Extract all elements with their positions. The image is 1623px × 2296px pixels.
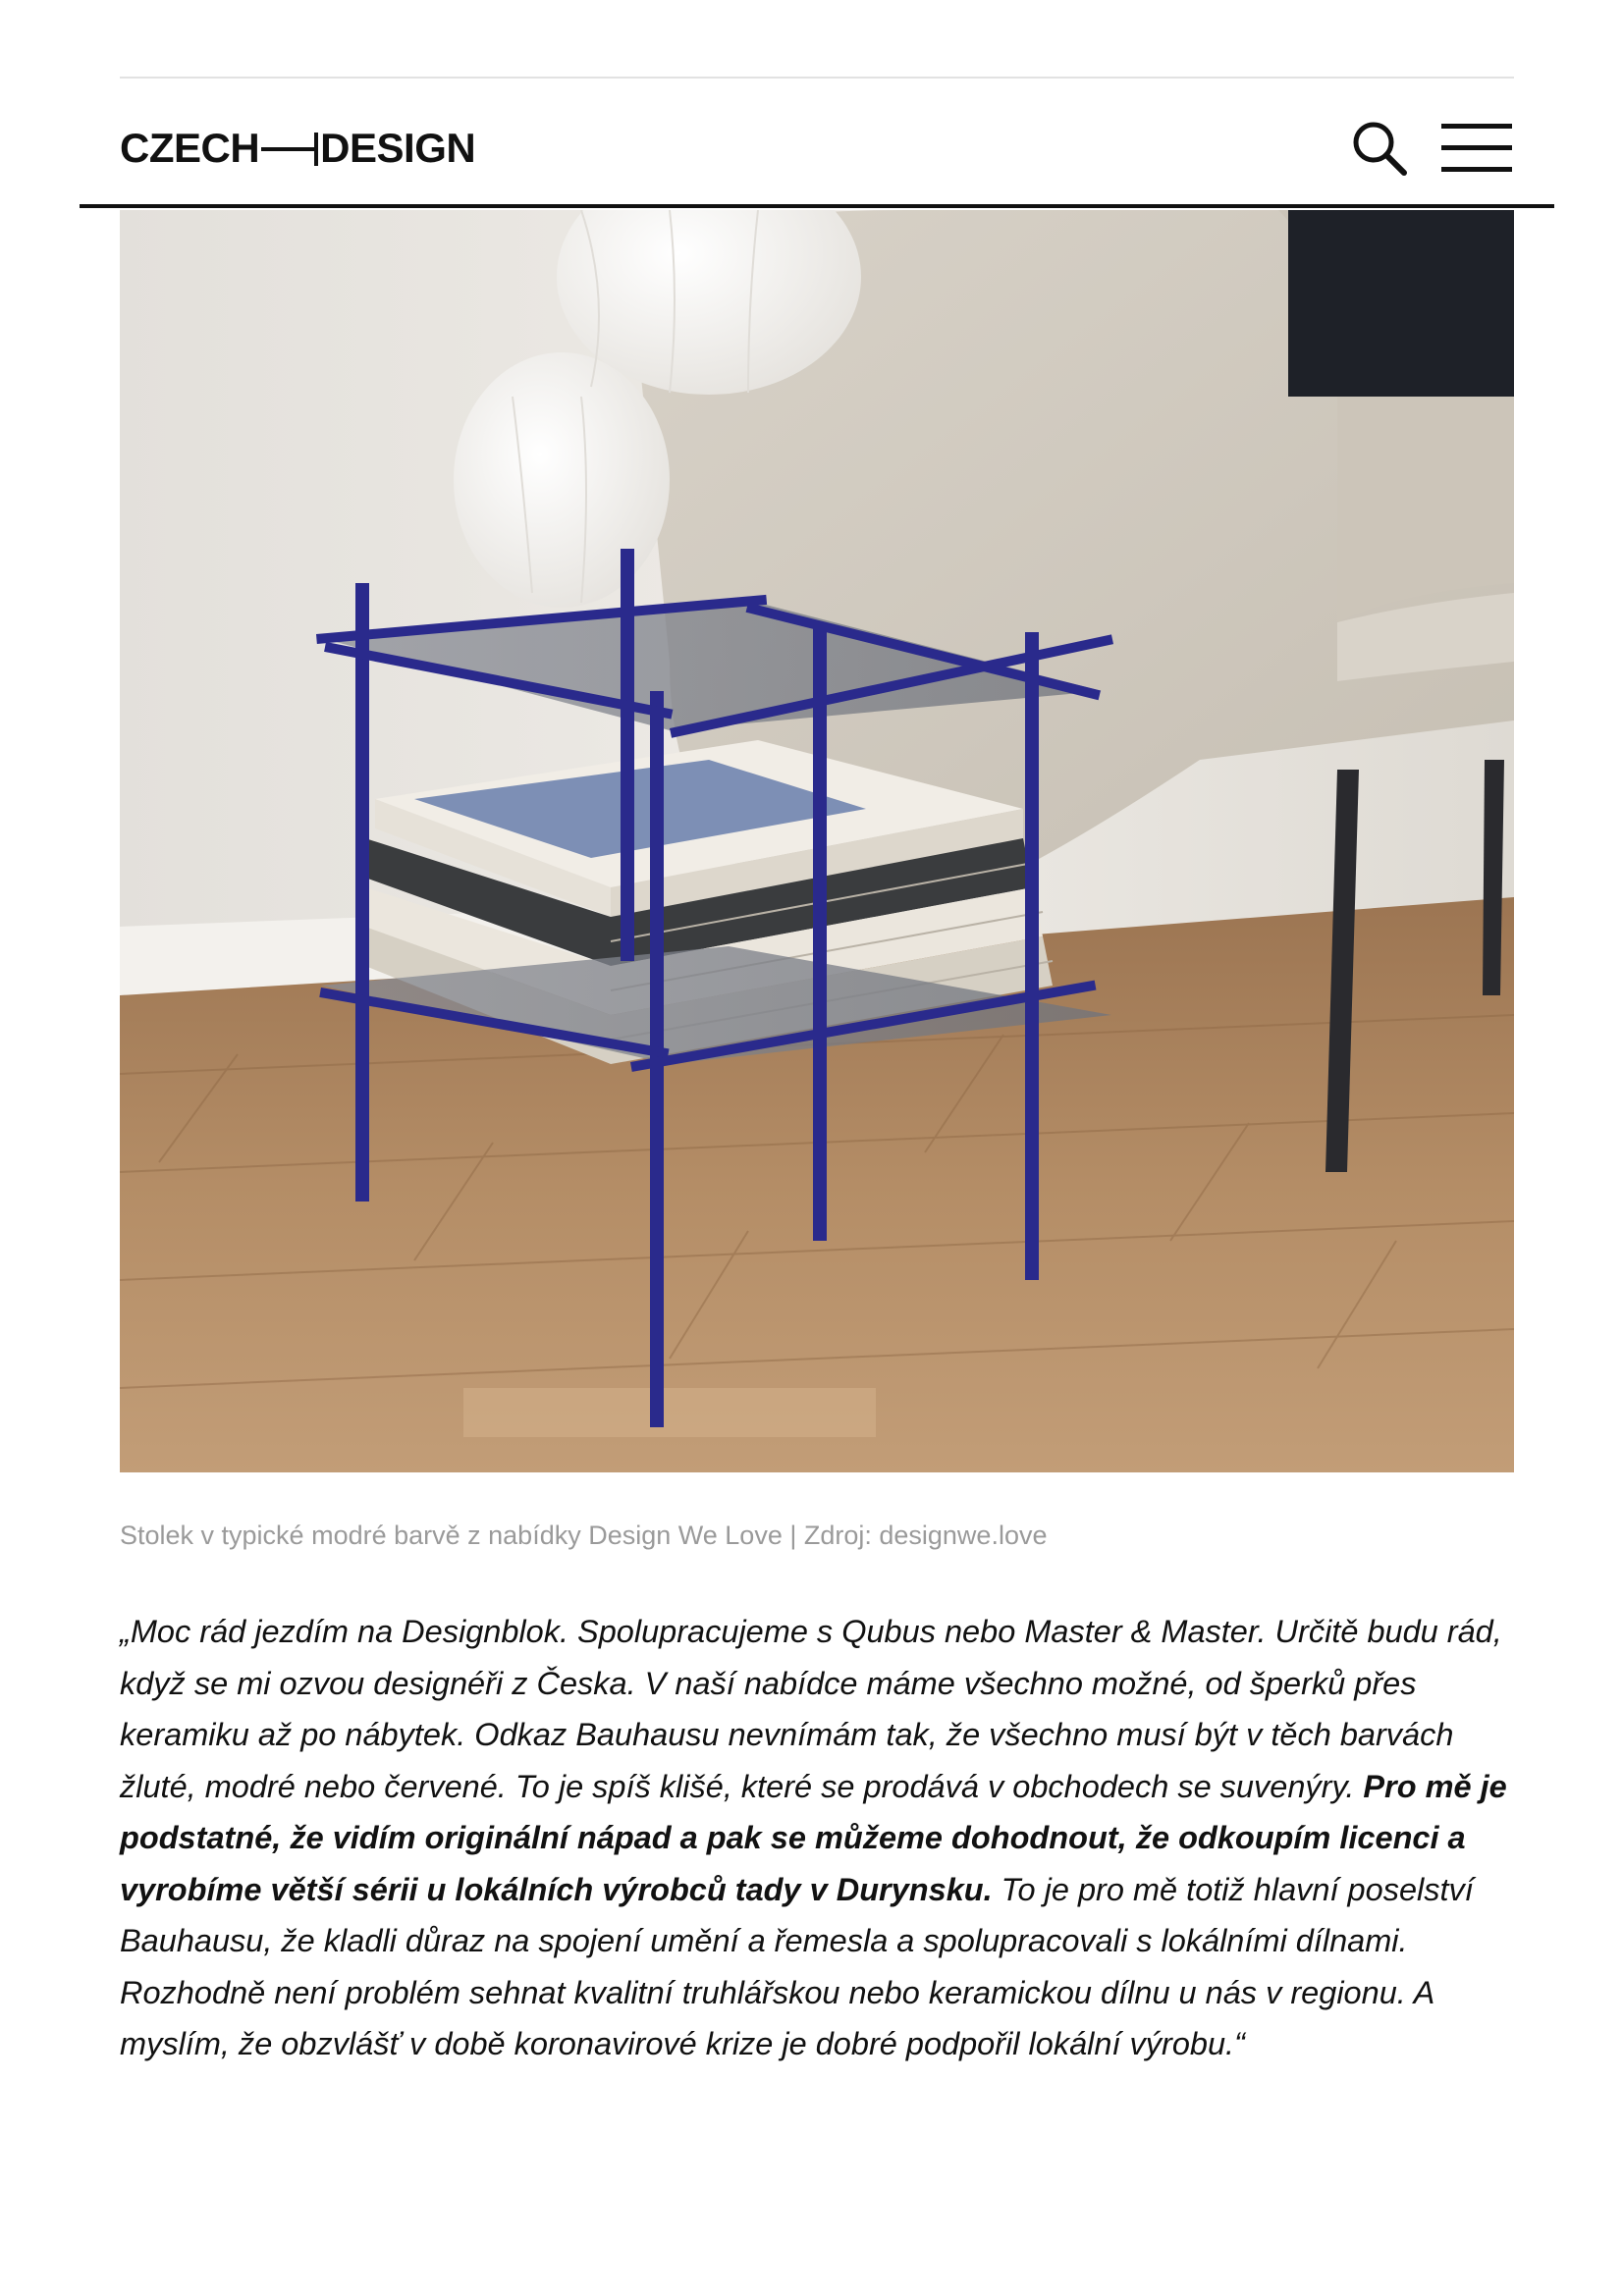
logo-connector bbox=[261, 147, 318, 151]
hamburger-menu-icon bbox=[1439, 122, 1514, 175]
logo-text-right: DESIGN bbox=[320, 125, 476, 171]
search-icon bbox=[1349, 118, 1410, 179]
quote-text-part-2: To je pro mě totiž hlavní poselství Bauhausu, že kladli důraz na spojení umění a řemesla a spolupracovali s lokálními dílnami. Rozhodně není problém sehnat kvalitní truhlářskou nebo keramickou dílnu u nás v regionu. A myslím, že obzvlášť v době koronavirové krize je dobré podpořil lokální výrobu.“ bbox=[120, 1871, 1474, 2061]
search-button[interactable] bbox=[1349, 118, 1410, 179]
image-caption: Stolek v typické modré barvě z nabídky Design We Love | Zdroj: designwe.love bbox=[120, 1521, 1048, 1550]
hero-image bbox=[120, 210, 1514, 1472]
article-quote bbox=[120, 1606, 1524, 2070]
site-header bbox=[80, 80, 1554, 208]
logo-text-left: CZECH bbox=[120, 125, 260, 171]
top-divider bbox=[120, 77, 1514, 79]
quote-emphasis: Pro mě je podstatné, že vidím originální nápad a pak se můžeme dohodnout, že odkoupím licenci a vyrobíme větší sérii u lokálních výrobců tady v Durynsku. bbox=[120, 1768, 1507, 1907]
product-photo bbox=[120, 210, 1514, 1472]
site-logo[interactable] bbox=[120, 125, 476, 171]
quote-text-part-1: „Moc rád jezdím na Designblok. Spolupracujeme s Qubus nebo Master & Master. Určitě budu rád, když se mi ozvou designéři z Česka. V naší nabídce máme všechno možné, od šperků přes keramiku až po nábytek. Odkaz Bauhausu nevnímám tak, že všechno musí být v těch barvách žluté, modré nebo červené. To je spíš klišé, které se prodává v obchodech se suvenýry. bbox=[120, 1614, 1502, 1804]
menu-button[interactable] bbox=[1439, 122, 1514, 175]
